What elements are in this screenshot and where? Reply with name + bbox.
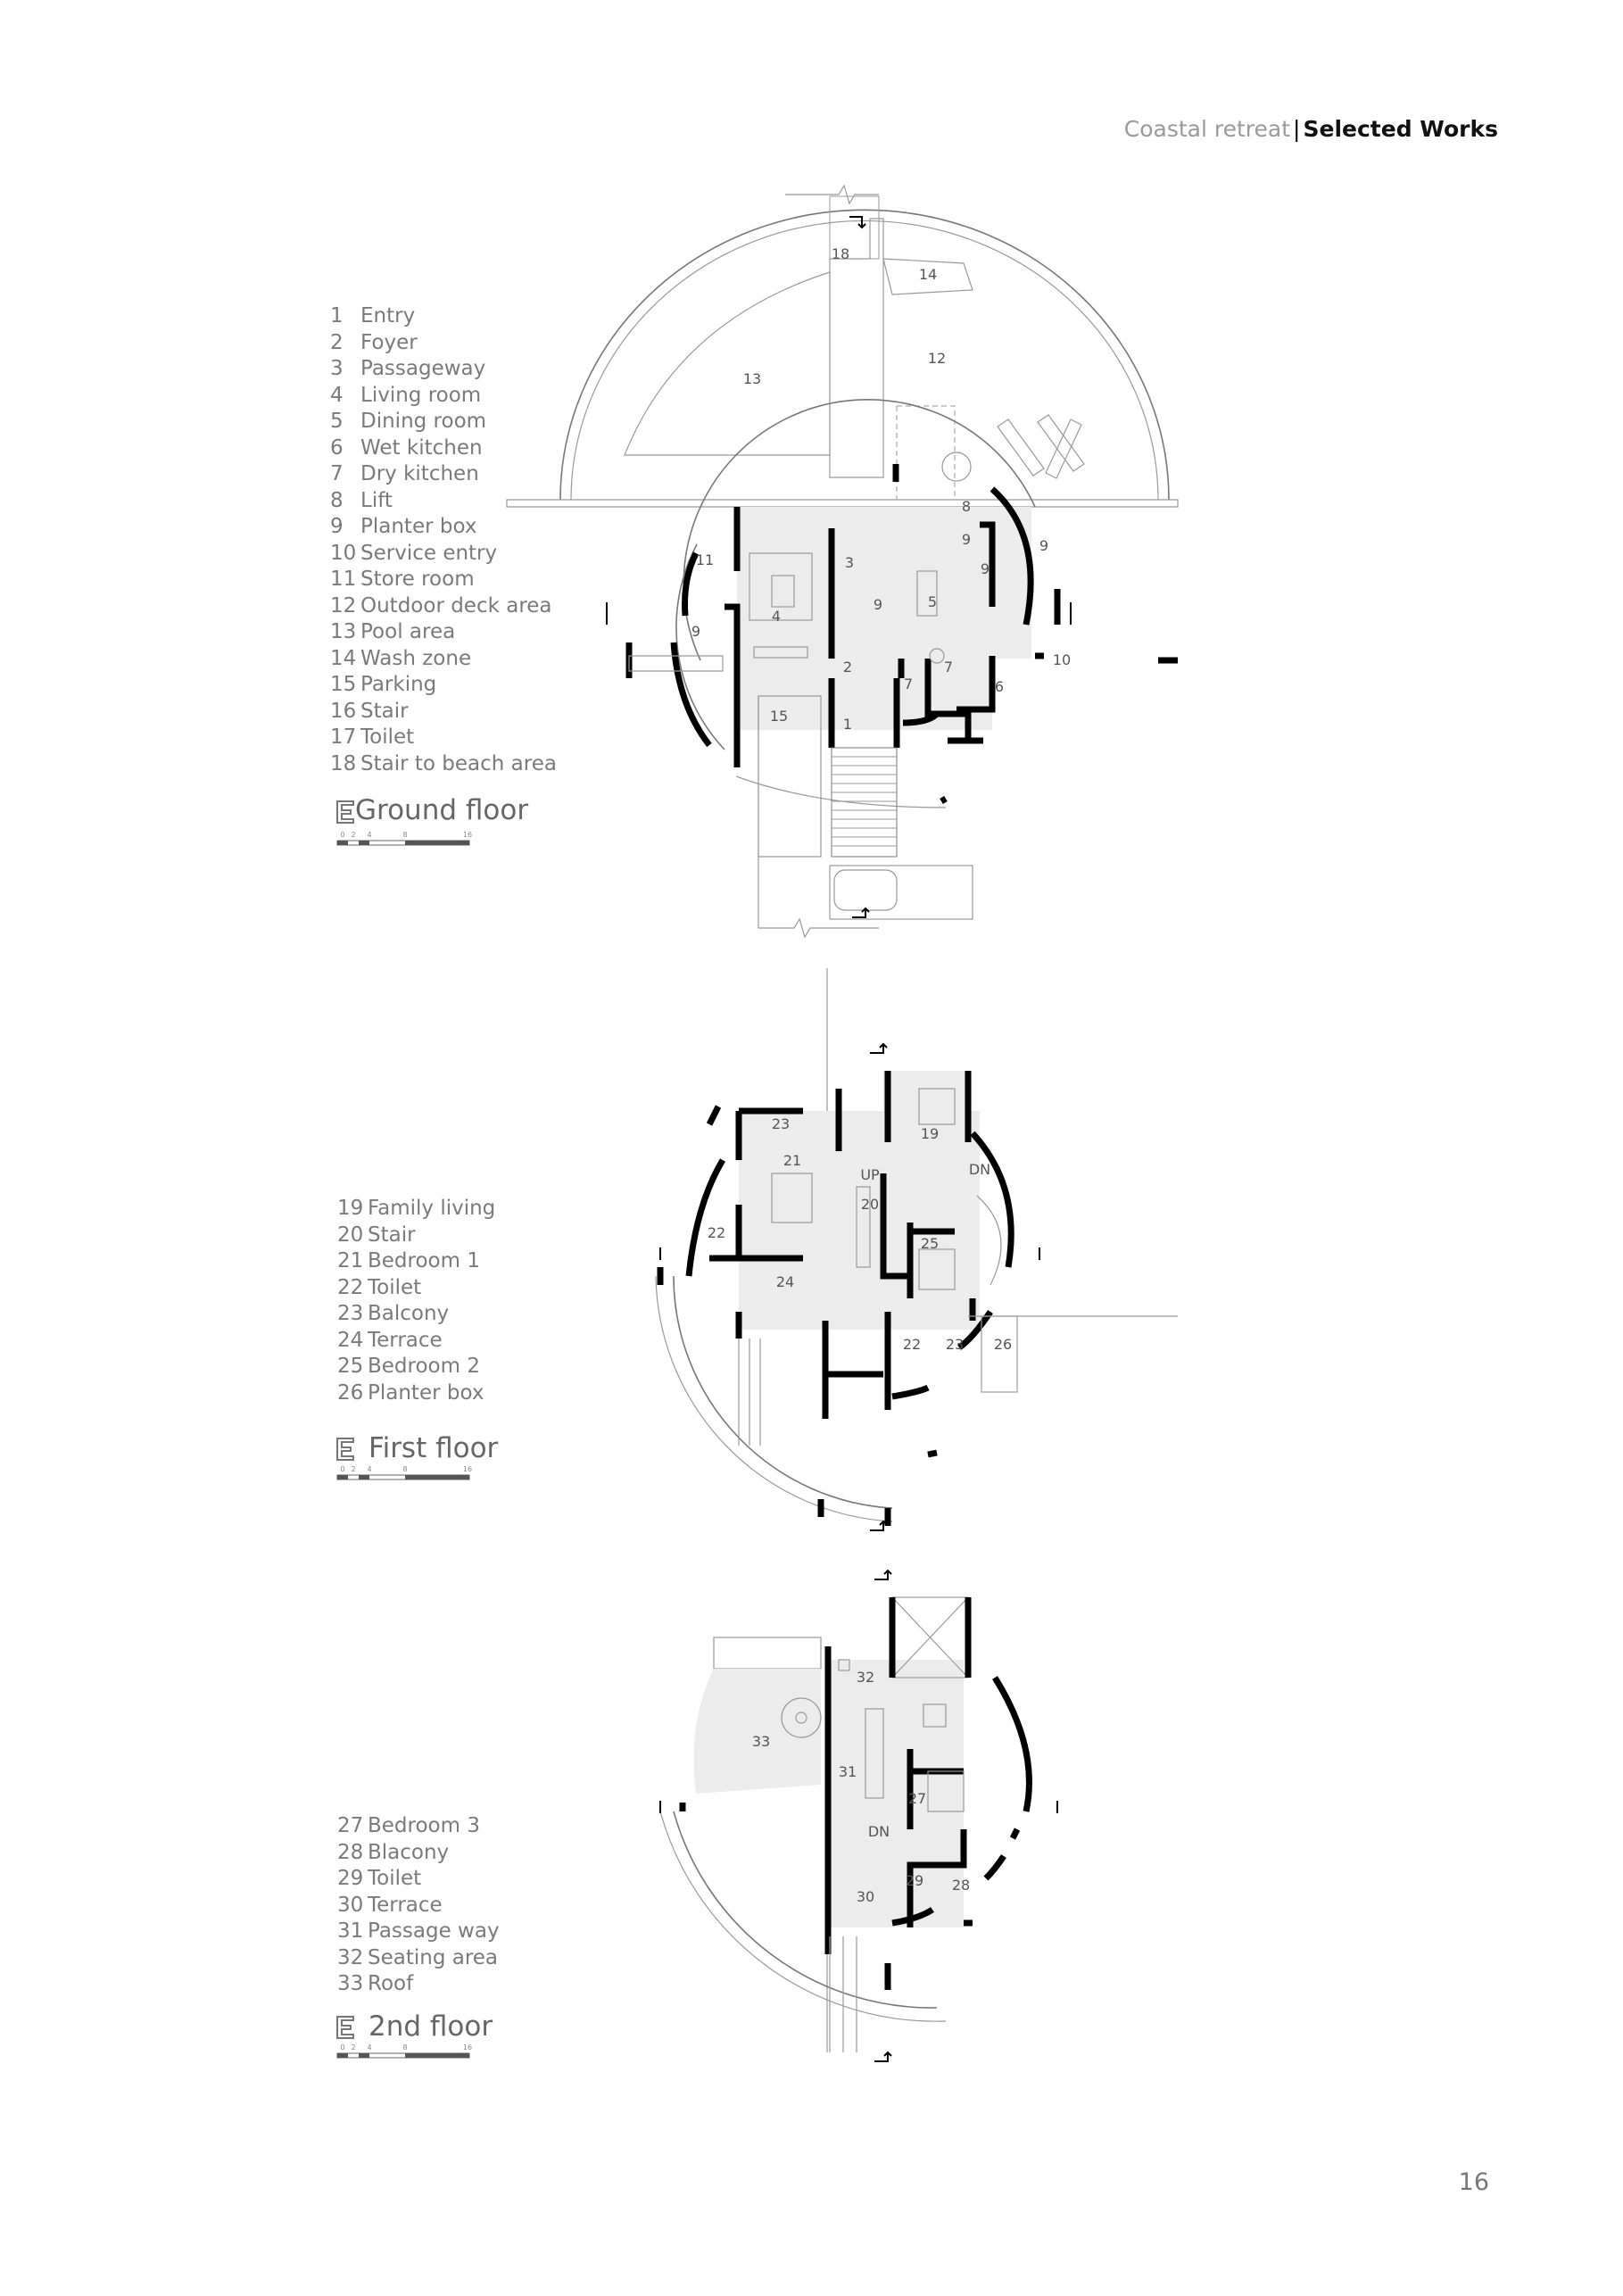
room-label: DN (968, 1161, 991, 1178)
legend-label: Terrace (368, 1328, 443, 1352)
room-label: 26 (993, 1336, 1013, 1353)
room-label: 10 (1052, 651, 1072, 668)
scale-label: 4 (367, 1465, 372, 1473)
scale-label: 2 (351, 2043, 356, 2051)
legend-number: 1 (330, 304, 344, 327)
second-floor-title: 2nd floor (368, 2010, 493, 2043)
legend-label: Terrace (368, 1893, 443, 1917)
room-label: 21 (783, 1152, 802, 1169)
legend-number: 18 (330, 751, 357, 775)
room-label: 15 (769, 708, 789, 725)
legend-label: Lift (360, 488, 393, 512)
scale-label: 0 (340, 1465, 345, 1473)
room-label: 28 (951, 1877, 971, 1894)
legend-label: Bedroom 2 (368, 1355, 480, 1378)
room-label: 24 (775, 1273, 795, 1290)
scale-label: 8 (402, 2043, 408, 2051)
scale-bar (337, 841, 469, 2058)
first-floor-plan (656, 968, 1178, 1530)
legend-number: 7 (330, 462, 344, 485)
legend-number: 31 (337, 1919, 364, 1943)
legend-number: 26 (337, 1380, 364, 1405)
legend-number: 9 (330, 515, 344, 538)
scale-label: 2 (351, 831, 356, 839)
legend-number: 17 (330, 725, 357, 749)
legend-number: 22 (337, 1275, 364, 1299)
scale-label: 0 (340, 2043, 345, 2051)
legend-label: Service entry (360, 541, 498, 565)
legend-label: Outdoor deck area (360, 593, 552, 618)
legend-number: 28 (337, 1840, 364, 1864)
legend-label: Living room (360, 383, 482, 407)
legend-number: 12 (330, 593, 357, 618)
legend-number: 11 (330, 568, 357, 591)
legend-label: Planter box (360, 515, 477, 538)
room-label: 9 (961, 531, 972, 548)
room-label: 32 (856, 1669, 875, 1686)
legend-label: Dining room (360, 410, 487, 433)
room-label: 23 (945, 1336, 965, 1353)
legend-number: 16 (330, 699, 357, 723)
legend-label: Toilet (368, 1275, 422, 1299)
header-section: Selected Works (1303, 116, 1498, 142)
legend-label: Balcony (368, 1302, 450, 1325)
legend-number: 14 (330, 646, 357, 670)
room-label: 31 (838, 1763, 857, 1780)
room-label: 25 (920, 1235, 940, 1252)
legend-number: 21 (337, 1249, 364, 1272)
header-project: Coastal retreat (1123, 116, 1291, 142)
scale-label: 16 (462, 2043, 473, 2051)
scale-label: 16 (462, 1465, 473, 1473)
legend-label: Bedroom 1 (368, 1249, 480, 1272)
legend-label: Store room (360, 568, 475, 591)
first-floor-title: First floor (368, 1432, 499, 1464)
room-label: 7 (903, 676, 914, 692)
scale-label: 4 (367, 2043, 372, 2051)
room-label: 30 (856, 1888, 875, 1905)
legend-number: 24 (337, 1328, 364, 1352)
room-label: 3 (844, 554, 855, 571)
legend-label: Blacony (368, 1840, 450, 1864)
room-label: 20 (860, 1196, 880, 1213)
legend-number: 5 (330, 410, 344, 433)
legend-label: Toilet (368, 1867, 422, 1890)
room-label: 1 (842, 716, 853, 733)
page-number: 16 (1458, 2168, 1489, 2196)
legend-label: Toilet (360, 725, 415, 749)
legend-number: 23 (337, 1302, 364, 1325)
room-label: DN (867, 1823, 890, 1840)
legend-number: 20 (337, 1223, 364, 1247)
legend-number: 13 (330, 620, 357, 643)
legend-number: 4 (330, 383, 344, 407)
room-label: 12 (927, 350, 947, 367)
room-label: 4 (771, 608, 782, 625)
room-label: 13 (742, 370, 762, 387)
scale-label: 2 (351, 1465, 356, 1473)
scale-bar-labels (340, 831, 472, 2051)
room-label: 9 (1039, 537, 1049, 554)
scale-label: 4 (367, 831, 372, 839)
legend-number: 30 (337, 1893, 364, 1917)
scale-label: 0 (340, 831, 345, 839)
legend-label: Stair (368, 1223, 416, 1247)
room-label: 19 (920, 1125, 940, 1142)
room-label: 23 (771, 1115, 791, 1132)
legend-label: Roof (368, 1972, 414, 1995)
legend-label: Stair (360, 699, 409, 723)
legend-number: 32 (337, 1945, 364, 1969)
legend-label: Passage way (368, 1919, 500, 1943)
legend-label: Entry (360, 304, 416, 327)
legend-label: Passageway (360, 357, 486, 380)
legend-number: 8 (330, 488, 344, 512)
room-label: 9 (873, 596, 883, 613)
legend-number: 2 (330, 330, 344, 354)
legend-number: 6 (330, 435, 344, 460)
room-label: 5 (927, 593, 938, 610)
room-label: 8 (961, 498, 972, 515)
legend-number: 27 (337, 1814, 364, 1837)
room-label: 6 (994, 678, 1005, 695)
legend-label: Planter box (368, 1380, 484, 1405)
legend-number: 15 (330, 673, 357, 696)
scale-label: 8 (402, 1465, 408, 1473)
legend-label: Bedroom 3 (368, 1814, 480, 1837)
legend-label: Parking (360, 673, 437, 696)
scale-label: 8 (402, 831, 408, 839)
room-label: 27 (907, 1790, 927, 1807)
legend-label: Dry kitchen (360, 462, 479, 485)
legend-label: Wash zone (360, 646, 472, 670)
scale-label: 16 (462, 831, 473, 839)
room-label: 9 (980, 560, 990, 577)
room-label: 2 (842, 659, 853, 676)
legend-number: 10 (330, 541, 357, 565)
second-floor-plan (660, 1571, 1057, 2061)
legend-number: 33 (337, 1972, 364, 1995)
ground-floor-title: Ground floor (355, 794, 529, 826)
legend-label: Pool area (360, 620, 456, 643)
plan-title-icon (337, 801, 356, 2038)
room-label: 14 (918, 266, 938, 283)
legend-number: 29 (337, 1867, 364, 1890)
legend-label: Family living (368, 1197, 496, 1220)
header-separator: | (1293, 116, 1301, 142)
room-label: UP (860, 1166, 880, 1183)
legend-number: 19 (337, 1197, 364, 1220)
legend-label: Seating area (368, 1945, 499, 1969)
room-label: 29 (905, 1872, 924, 1889)
room-label: 22 (902, 1336, 922, 1353)
legend-label: Foyer (360, 330, 418, 354)
room-label: 33 (751, 1733, 771, 1750)
room-label: 11 (695, 551, 715, 568)
legend-number: 25 (337, 1355, 364, 1378)
ground-floor-plan (507, 186, 1178, 937)
room-label: 9 (691, 623, 701, 640)
room-label: 18 (831, 245, 850, 262)
legend-label: Wet kitchen (360, 435, 483, 460)
room-label: 22 (707, 1224, 726, 1241)
legend-number: 3 (330, 357, 344, 380)
legend-label: Stair to beach area (360, 751, 557, 775)
room-label: 7 (943, 659, 954, 676)
